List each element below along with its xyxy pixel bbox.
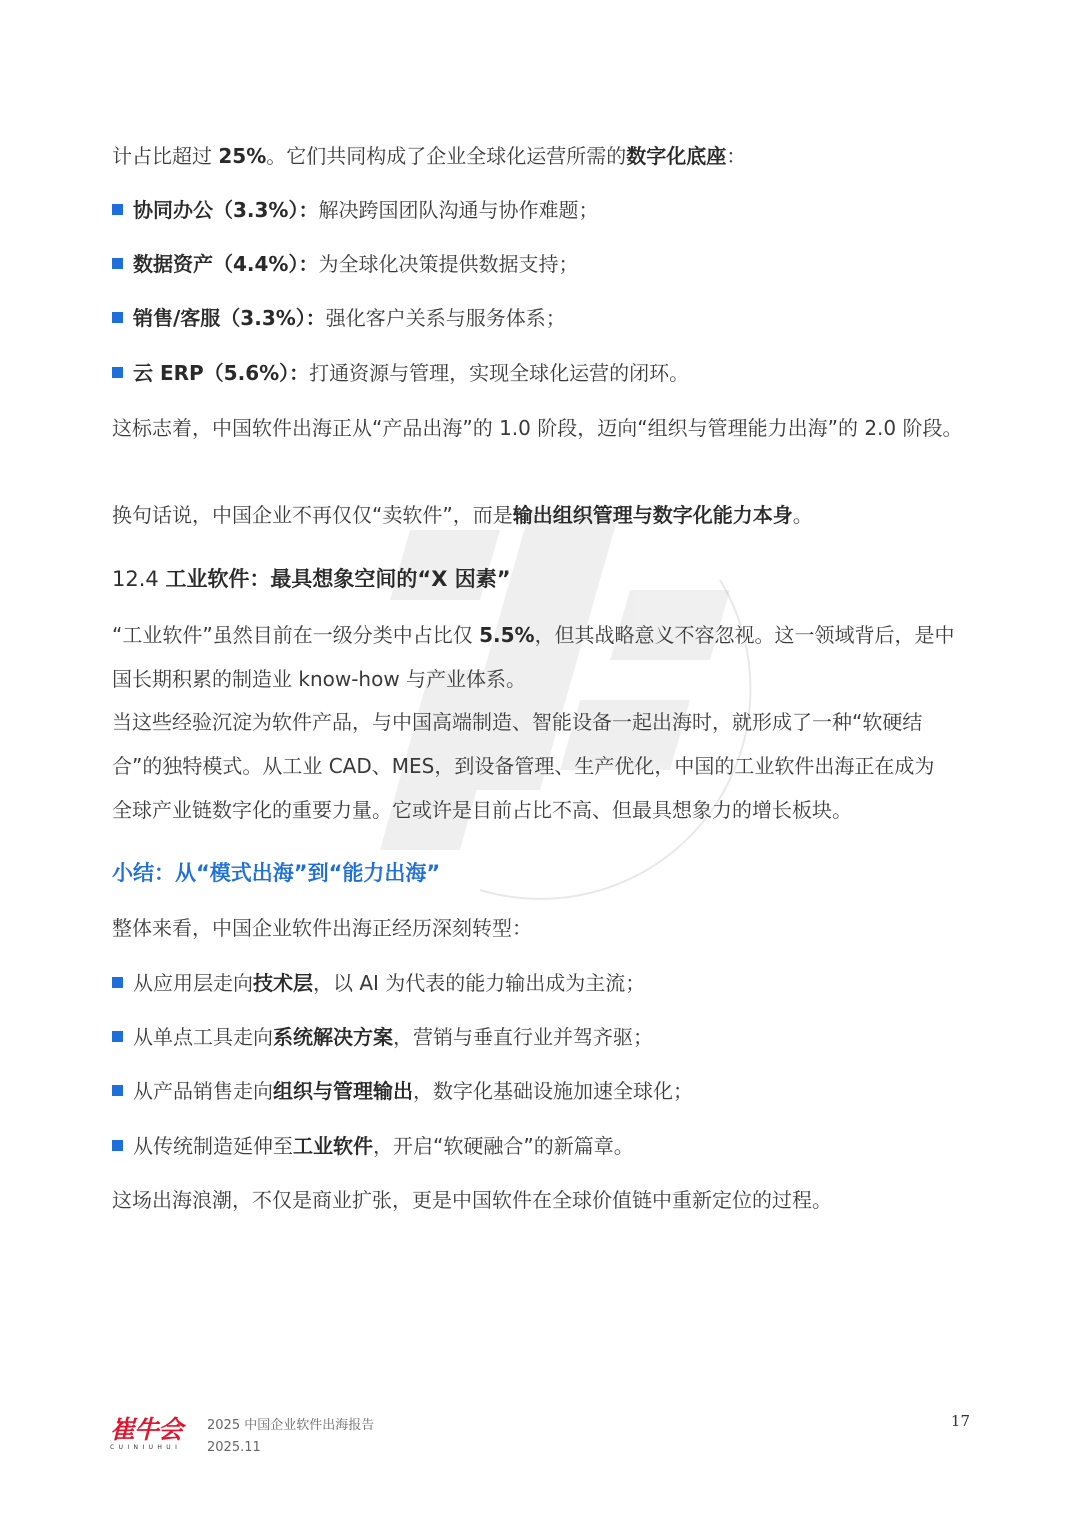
square-bullet-icon <box>112 1031 123 1042</box>
square-bullet-icon <box>112 258 123 269</box>
report-title: 2025 中国企业软件出海报告 <box>207 1418 375 1433</box>
brand-logo <box>110 1416 196 1460</box>
summary-bullet: 从单点工具走向系统解决方案，营销与垂直行业并驾齐驱； <box>112 1015 972 1059</box>
square-bullet-icon <box>112 204 123 215</box>
industrial-paragraph-2: 当这些经验沉淀为软件产品，与中国高端制造、智能设备一起出海时，就形成了一种“软硬结合”的独特模式。从工业 CAD、MES，到设备管理、生产优化，中国的工业软件出海正在成为全球产业链数字化的重要力量。它或许是目前占比不高、但最具想象力的增长板块。 <box>112 710 935 822</box>
summary-bullet: 从产品销售走向组织与管理输出，数字化基础设施加速全球化； <box>112 1069 972 1113</box>
summary-bullet: 从应用层走向技术层，以 AI 为代表的能力输出成为主流； <box>112 961 972 1005</box>
section-heading: 12.4 工业软件：最具想象空间的“X 因素” <box>112 567 511 591</box>
square-bullet-icon <box>112 1140 123 1151</box>
bullet-item: 云 ERP（5.6%）：打通资源与管理，实现全球化运营的闭环。 <box>112 351 972 395</box>
logo-wordmark: 崔牛会 <box>110 1415 183 1444</box>
bullet-item: 销售/客服（3.3%）：强化客户关系与服务体系； <box>112 296 972 340</box>
square-bullet-icon <box>112 977 123 988</box>
page-footer <box>110 1412 970 1472</box>
closing-paragraph: 这场出海浪潮，不仅是商业扩张，更是中国软件在全球价值链中重新定位的过程。 <box>112 1188 832 1212</box>
bullet-item: 协同办公（3.3%）：解决跨国团队沟通与协作难题； <box>112 188 972 232</box>
industrial-paragraph-1: “工业软件”虽然目前在一级分类中占比仅 5.5%，但其战略意义不容忽视。这一领域背后，是中国长期积累的制造业 know-how 与产业体系。 <box>112 623 955 691</box>
square-bullet-icon <box>112 312 123 323</box>
square-bullet-icon <box>112 367 123 378</box>
bullet-item: 数据资产（4.4%）：为全球化决策提供数据支持； <box>112 242 972 286</box>
report-date: 2025.11 <box>207 1440 261 1455</box>
logo-subtext: CUINIUHUI <box>110 1444 182 1451</box>
summary-bullet: 从传统制造延伸至工业软件，开启“软硬融合”的新篇章。 <box>112 1124 972 1168</box>
stage-paragraph: 这标志着，中国软件出海正从“产品出海”的 1.0 阶段，迈向“组织与管理能力出海”的 2.0 阶段。 <box>112 416 963 440</box>
summary-title: 小结：从“模式出海”到“能力出海” <box>112 861 441 885</box>
summary-lead: 整体来看，中国企业软件出海正经历深刻转型： <box>112 916 532 940</box>
shift-paragraph: 换句话说，中国企业不再仅仅“卖软件”，而是输出组织管理与数字化能力本身。 <box>112 503 813 527</box>
page-number: 17 <box>950 1412 970 1430</box>
intro-paragraph: 计占比超过 25%。它们共同构成了企业全球化运营所需的数字化底座： <box>112 144 747 168</box>
square-bullet-icon <box>112 1085 123 1096</box>
